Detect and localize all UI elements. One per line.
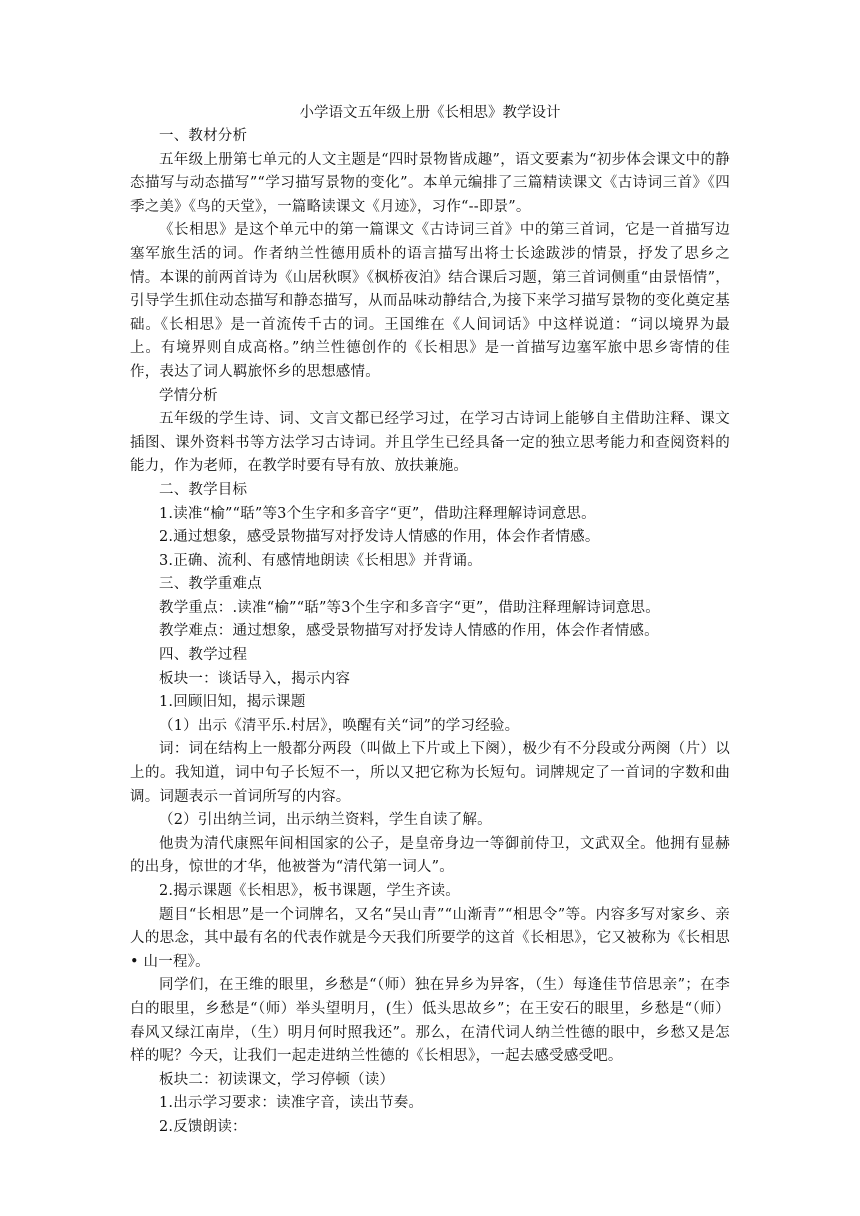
heading-learner-analysis: 学情分析 (159, 387, 218, 404)
goal-item: 2.通过想象，感受景物描写对抒发诗人情感的作用，体会作者情感。 (159, 529, 600, 546)
step-item: 2.揭示课题《长相思》，板书课题，学生齐读。 (159, 883, 460, 899)
step-item: 1.回顾旧知，揭示课题 (159, 694, 306, 711)
body-paragraph: 同学们，在王维的眼里，乡愁是“（师）独在异乡为异客，（生）每逢佳节倍思亲”；在李白的眼里，乡愁是“（师）举头望明月，(生）低头思故乡”；在王安石的眼里，乡愁是“（师）春风又绿江南岸，（生）明月何时照我还”。那么，在清代词人纳兰性德的眼中，乡愁又是怎样的呢？今天，让我们一起走进纳兰性德的《长相思》，一起去感受感受吧。 (130, 977, 730, 1065)
section-heading: 板块二：初读课文，学习停顿（读） (159, 1071, 395, 1088)
body-paragraph: 词：词在结构上一般都分两段（叫做上下片或上下阕），极少有不分段或分两阕（片）以上的。我知道，词中句子长短不一，所以又把它称为长短句。词牌规定了一首词的字数和曲调。词题表示一首词所写的内容。 (130, 741, 730, 805)
goal-item: 3.正确、流利、有感情地朗读《长相思》并背诵。 (159, 552, 482, 569)
document-title: 小学语文五年级上册《长相思》教学设计 (299, 105, 561, 121)
body-paragraph: 五年级的学生诗、词、文言文都已经学习过，在学习古诗词上能够自主借助注释、课文插图、课外资料书等方法学习古诗词。并且学生已经具备一定的独立思考能力和查阅资料的能力，作为老师，在教学时要有导有放、放扶兼施。 (130, 411, 730, 475)
difficulty-item: 教学难点：通过想象，感受景物描写对抒发诗人情感的作用，体会作者情感。 (159, 623, 659, 640)
heading-teaching-process: 四、教学过程 (159, 647, 248, 664)
heading-key-points: 三、教学重难点 (159, 576, 262, 593)
step-item: （2）引出纳兰词，出示纳兰资料，学生自读了解。 (159, 812, 492, 829)
step-item: 2.反馈朗读： (159, 1118, 247, 1135)
body-paragraph: 他贵为清代康熙年间相国家的公子，是皇帝身边一等御前侍卫，文武双全。他拥有显赫的出身，惊世的才华，他被誉为“清代第一词人”。 (130, 835, 730, 876)
body-paragraph: 五年级上册第七单元的人文主题是“四时景物皆成趣”，语文要素为“初步体会课文中的静态描写与动态描写”“学习描写景物的变化”。本单元编排了三篇精读课文《古诗词三首》《四季之美》《鸟的天堂》，一篇略读课文《月迹》，习作“--即景”。 (130, 151, 730, 215)
heading-teaching-goals: 二、教学目标 (159, 481, 248, 498)
heading-textbook-analysis: 一、教材分析 (159, 128, 248, 144)
key-point-item: 教学重点：.读准“榆”“聒”等3个生字和多音字“更”，借助注释理解诗词意思。 (159, 599, 660, 616)
step-item: 1.出示学习要求：读准字音，读出节奏。 (159, 1095, 424, 1112)
goal-item: 1.读准“榆”“聒”等3个生字和多音字“更”，借助注释理解诗词意思。 (159, 505, 596, 522)
document-page (130, 102, 730, 1140)
section-heading: 板块一：谈话导入，揭示内容 (159, 670, 351, 687)
body-paragraph: 题目“长相思”是一个词牌名，又名“吴山青”“山渐青”“相思令”等。内容多写对家乡、亲人的思念，其中最有名的代表作就是今天我们所要学的这首《长相思》，它又被称为《长相思 • 山一程》。 (130, 906, 730, 970)
step-item: （1）出示《清平乐.村居》，唤醒有关“词”的学习经验。 (159, 717, 520, 734)
body-paragraph: 《长相思》是这个单元中的第一篇课文《古诗词三首》中的第三首词，它是一首描写边塞军旅生活的词。作者纳兰性德用质朴的语言描写出将士长途跋涉的情景，抒发了思乡之情。本课的前两首诗为《山居秋暝》《枫桥夜泊》结合课后习题，第三首词侧重“由景悟情”，引导学生抓住动态描写和静态描写，从而品味动静结合,为接下来学习描写景物的变化奠定基础。《长相思》是一首流传千古的词。王国维在《人间词话》中这样说道：“词以境界为最上。有境界则自成高格。”纳兰性德创作的《长相思》是一首描写边塞军旅中思乡寄情的佳作，表达了词人羁旅怀乡的思想感情。 (130, 222, 730, 380)
